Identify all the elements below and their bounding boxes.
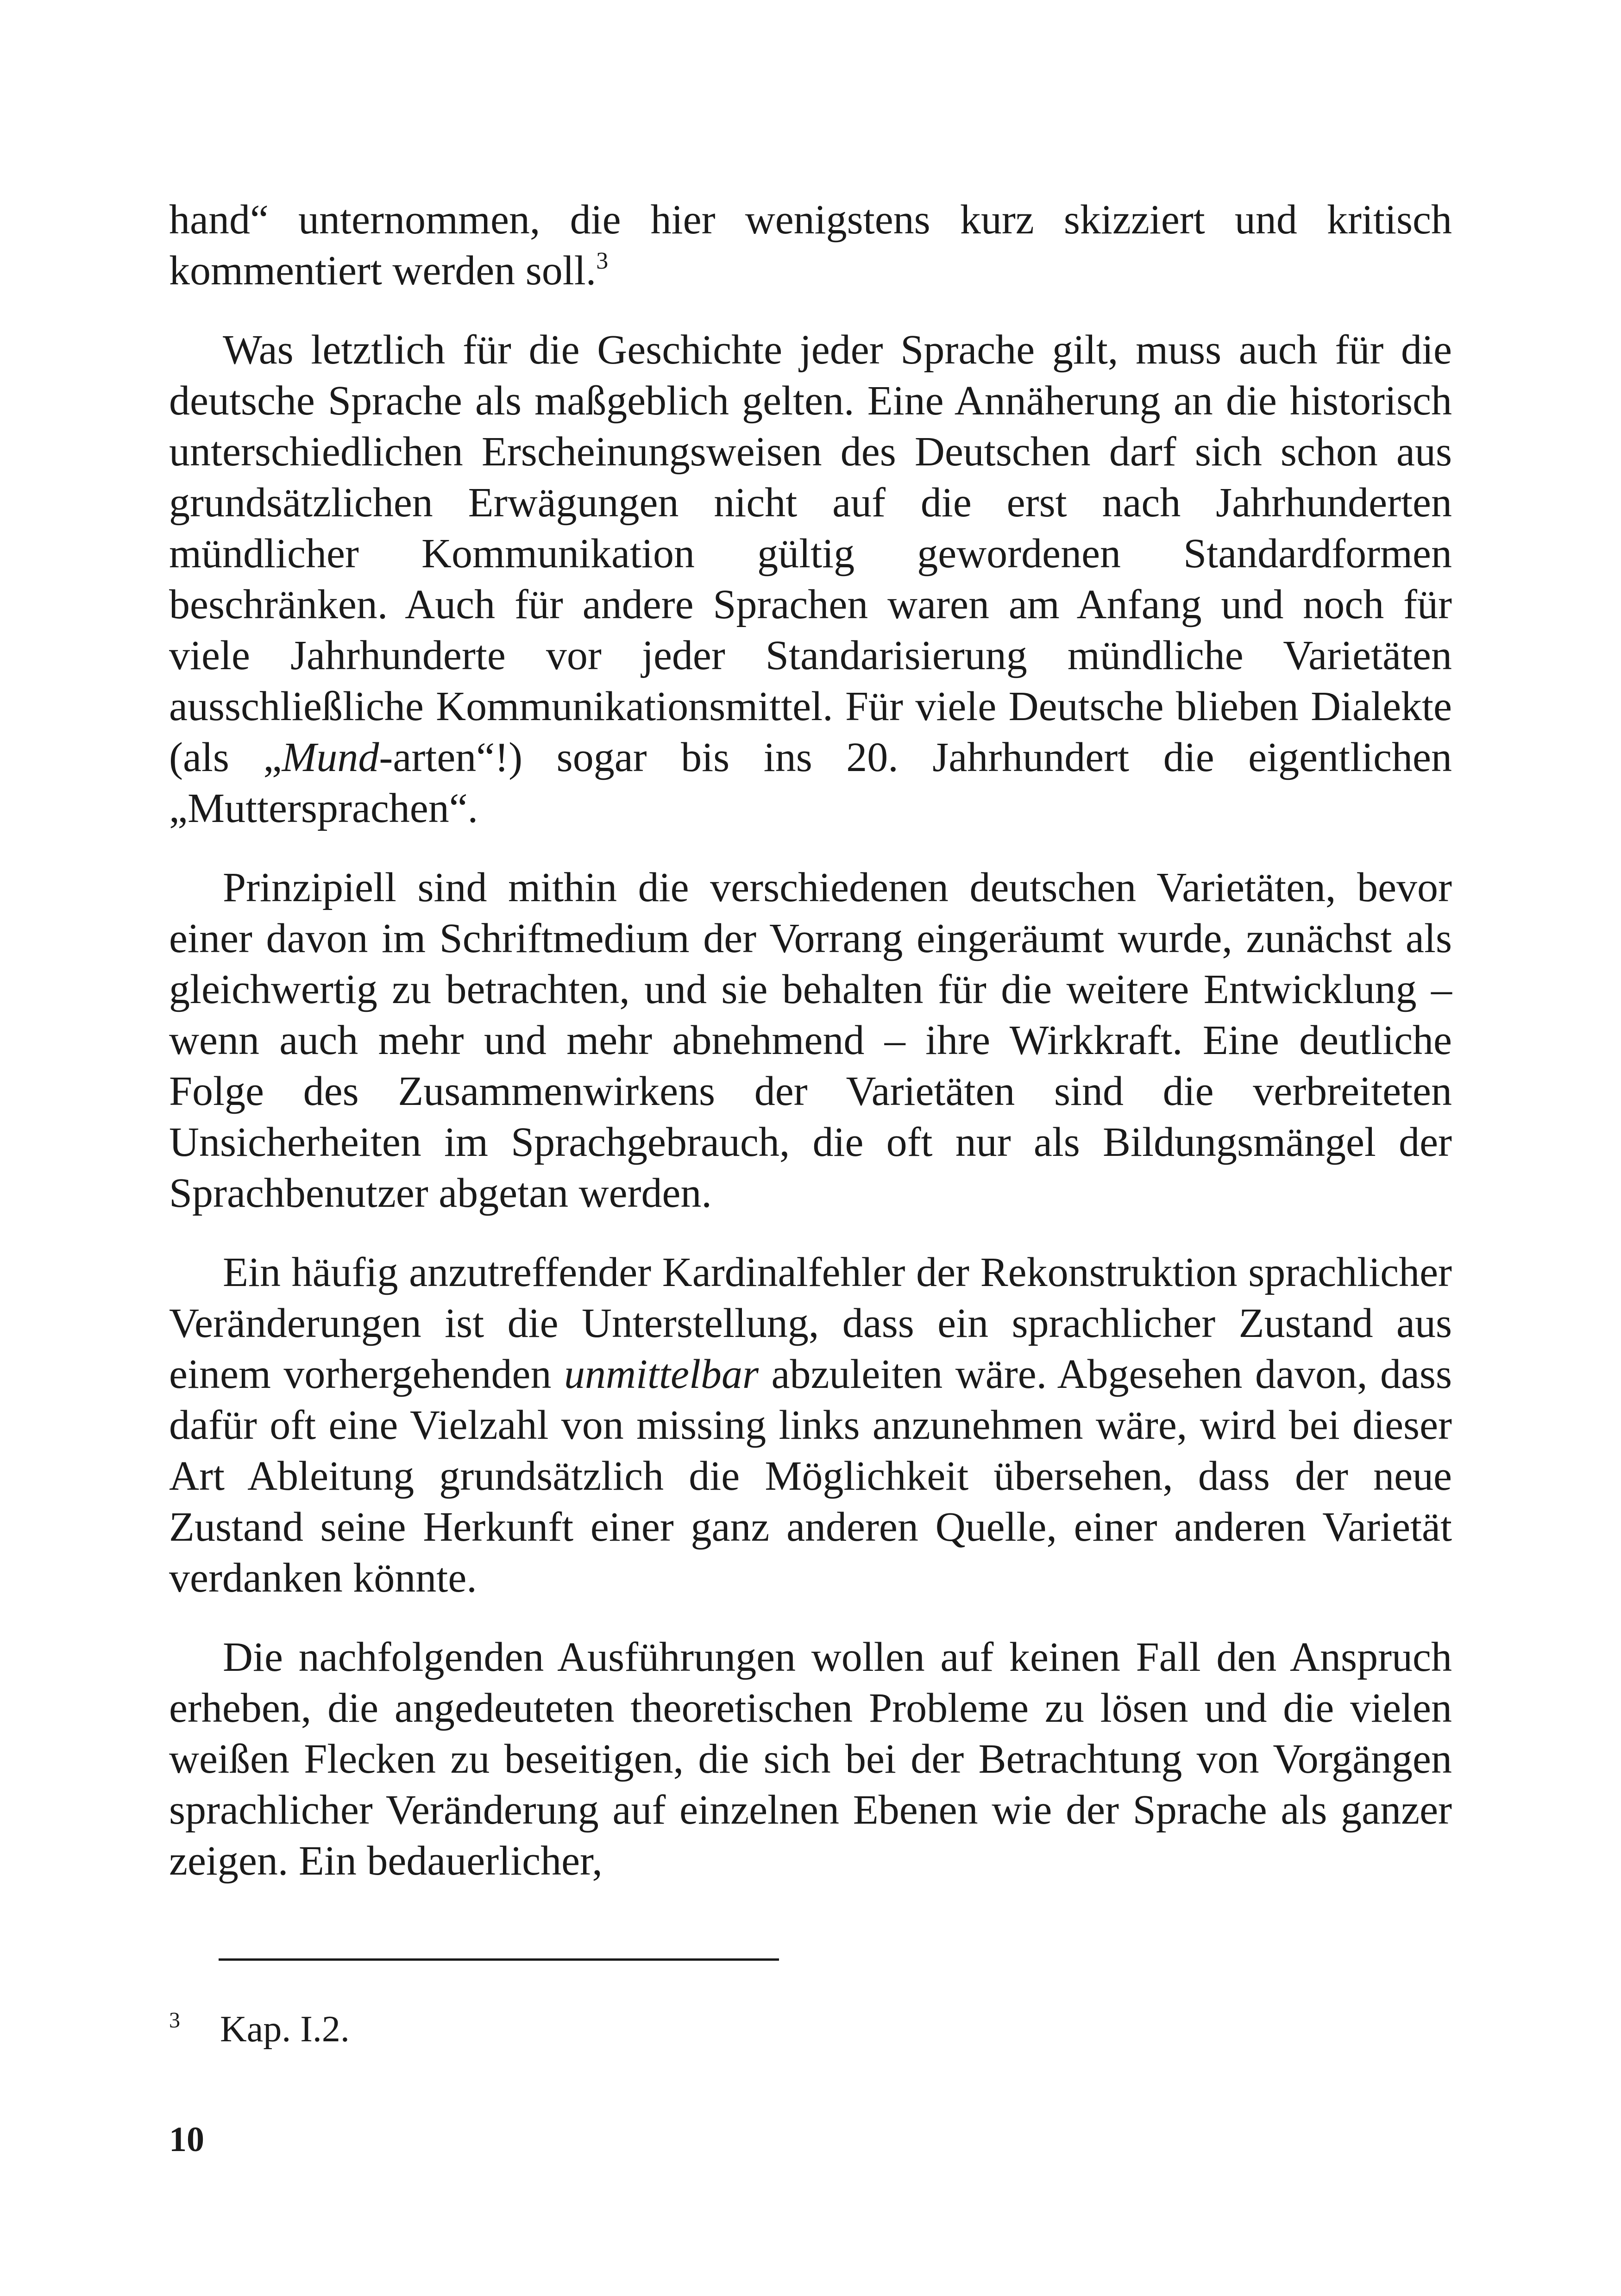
- paragraph-1: [169, 194, 1452, 296]
- paragraph-4: [169, 1247, 1452, 1604]
- footnote-reference: 3: [596, 248, 609, 274]
- paragraph-4-text-part-2: abzuleiten wäre. Abgesehen davon, dass dafür oft eine Vielzahl von missing links anzunehmen wäre, wird bei dieser Art Ableitung grundsätzlich die Möglichkeit übersehen, dass der neue Zustand seine Herkunft einer ganz anderen Quelle, einer anderen Varietät verdanken könnte.: [169, 1351, 1452, 1601]
- footnote-separator: [219, 1958, 779, 1961]
- paragraph-2: [169, 325, 1452, 834]
- paragraph-4-italic: unmittelbar: [564, 1351, 759, 1397]
- body-text: [169, 194, 1452, 1915]
- footnote-text: Kap. I.2.: [220, 2009, 350, 2050]
- page-number: 10: [169, 2120, 204, 2159]
- paragraph-4-text-part-1: Ein häufig anzutreffender Kardinalfehler der Rekonstruktion sprachlicher Veränderungen ist die Unterstellung, dass ein sprachlicher Zustand aus einem vorhergehenden: [169, 1249, 1452, 1397]
- paragraph-2-text-part-1: Was letztlich für die Geschichte jeder Sprache gilt, muss auch für die deutsche Sprache als maßgeblich gelten. Eine Annäherung an die historisch unterschiedlichen Erscheinungsweisen des Deutschen darf sich schon aus grundsätzlichen Erwägungen nicht auf die erst nach Jahrhunderten mündlicher Kommunikation gültig gewordenen Standardformen beschränken. Auch für andere Sprachen waren am Anfang und noch für viele Jahrhunderte vor jeder Standarisierung mündliche Varietäten ausschließliche Kommunikationsmittel. Für viele Deutsche blieben Dialekte (als „: [169, 327, 1452, 780]
- footnote: 3 Kap. I.2.: [169, 2008, 350, 2050]
- paragraph-2-text-part-2: -arten“!) sogar bis ins 20. Jahrhundert die eigentlichen „Muttersprachen“.: [169, 734, 1452, 831]
- paragraph-1-text: hand“ unternommen, die hier wenigstens kurz skizziert und kritisch kommentiert werden soll.: [169, 197, 1452, 294]
- paragraph-2-italic: Mund: [282, 734, 379, 780]
- paragraph-5: Die nachfolgenden Ausführungen wollen auf keinen Fall den Anspruch erheben, die angedeuteten theoretischen Probleme zu lösen und die vielen weißen Flecken zu beseitigen, die sich bei der Betrachtung von Vorgängen sprachlicher Veränderung auf einzelnen Ebenen wie der Sprache als ganzer zeigen. Ein bedauerlicher,: [169, 1634, 1452, 1884]
- paragraph-3: Prinzipiell sind mithin die verschiedenen deutschen Varietäten, bevor einer davon im Schriftmedium der Vorrang eingeräumt wurde, zunächst als gleichwertig zu betrachten, und sie behalten für die weitere Entwicklung – wenn auch mehr und mehr abnehmend – ihre Wirkkraft. Eine deutliche Folge des Zusammenwirkens der Varietäten sind die verbreiteten Unsicherheiten im Sprachgebrauch, die oft nur als Bildungsmängel der Sprachbenutzer abgetan werden.: [169, 865, 1452, 1216]
